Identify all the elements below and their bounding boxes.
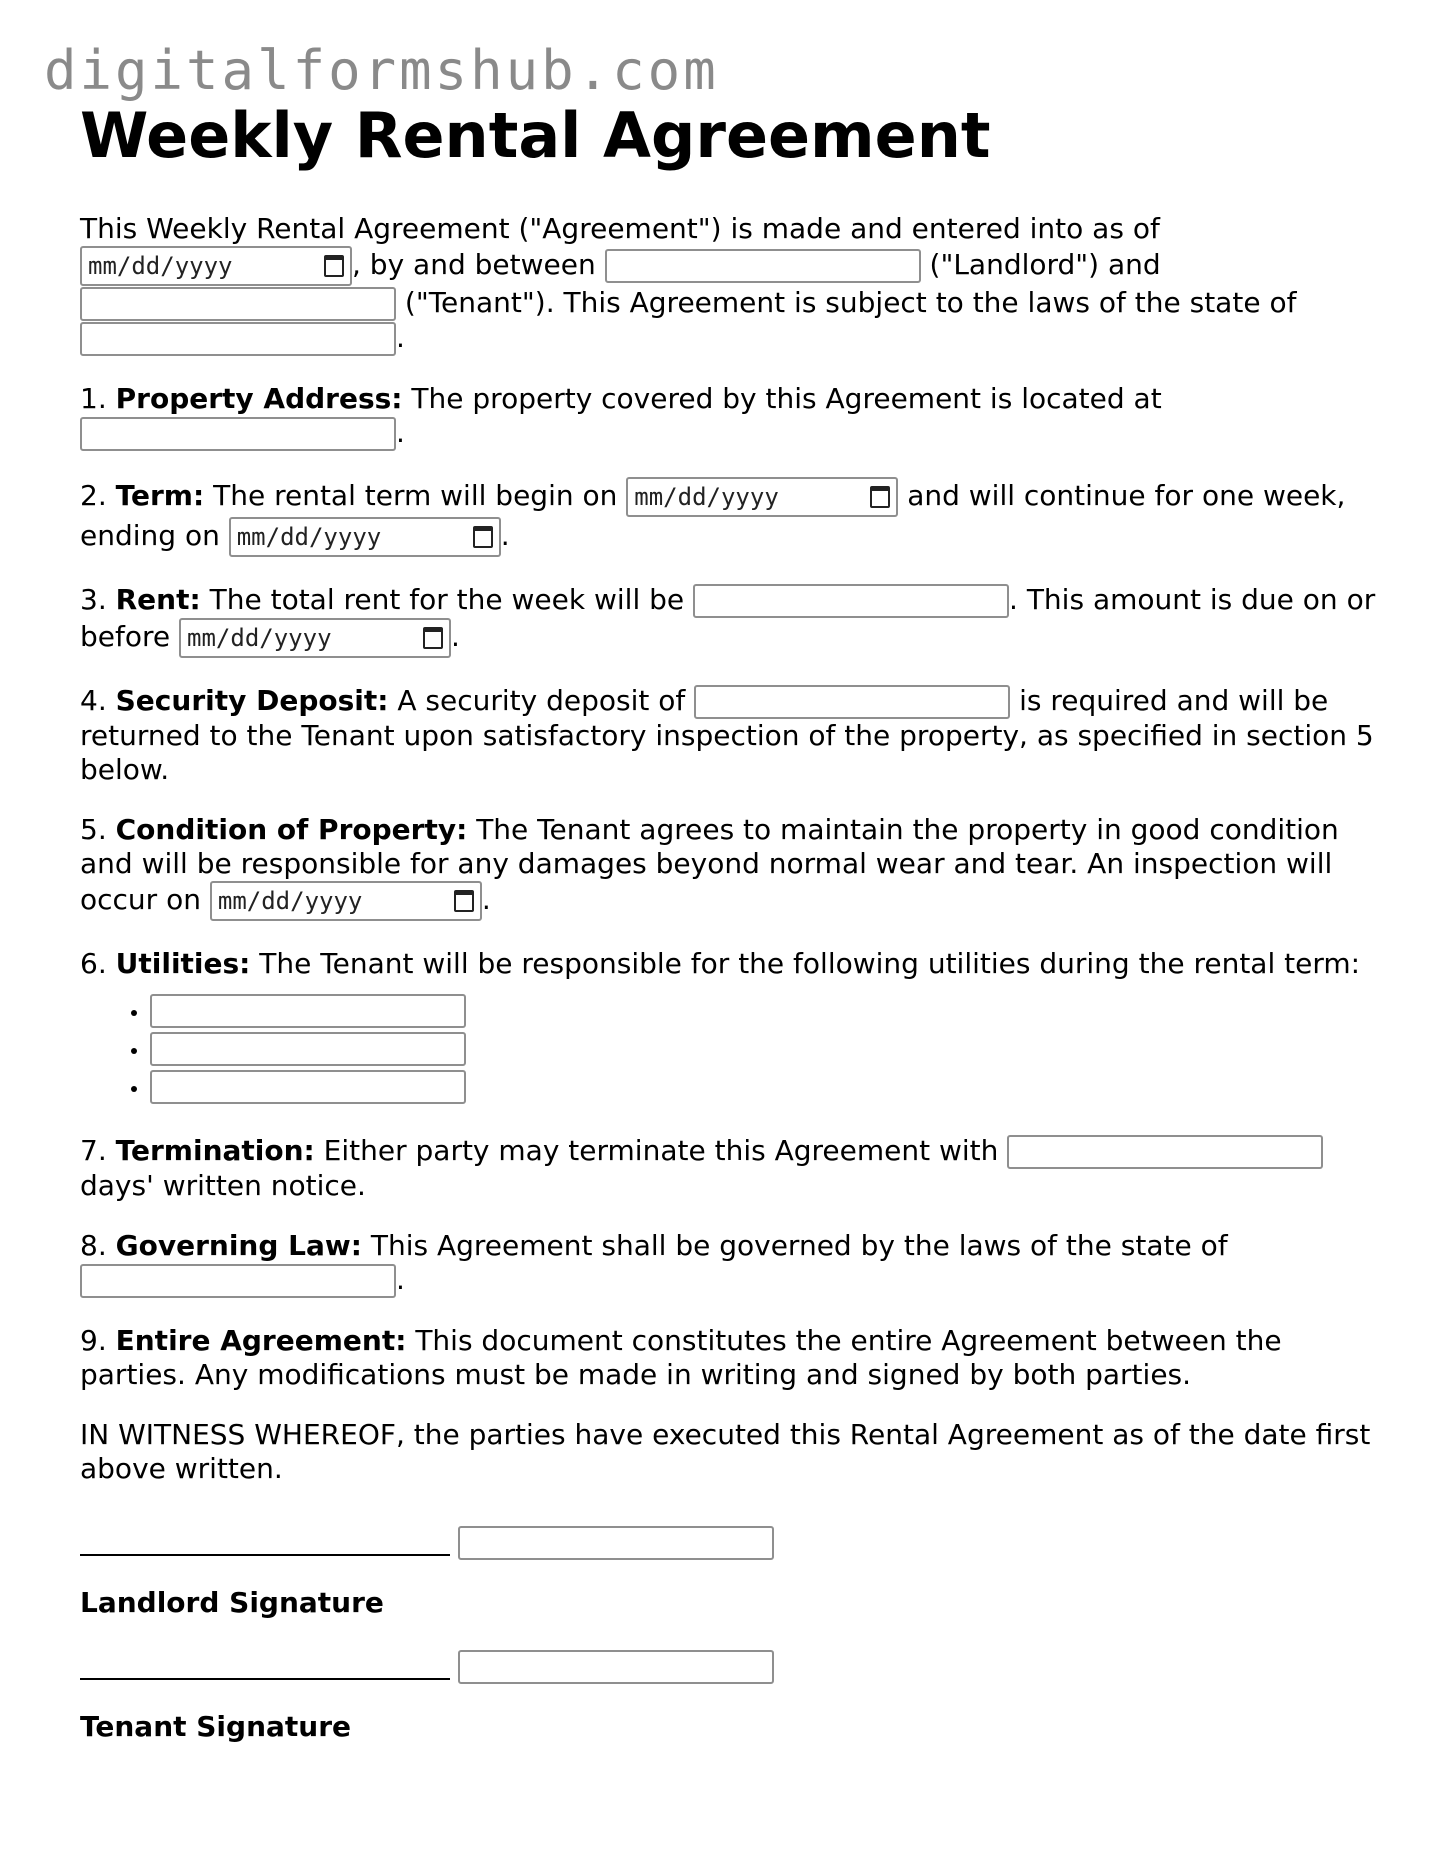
section-utilities — [80, 947, 1380, 981]
date-placeholder: mm/dd/yyyy — [634, 483, 779, 511]
landlord-signature-label: Landlord Signature — [80, 1586, 384, 1619]
section-text: and will continue for one week, ending on — [80, 479, 1346, 552]
section-text: The property covered by this Agreement is located at — [411, 382, 1162, 415]
intro-text: ("Landlord") and — [929, 248, 1161, 281]
intro-text: . — [396, 321, 405, 354]
list-item — [150, 993, 1380, 1028]
section-text: . — [500, 519, 510, 552]
section-heading: Termination: — [115, 1134, 315, 1167]
section-text: The Tenant will be responsible for the following utilities during the rental term: — [259, 947, 1361, 980]
tenant-signature-date-input[interactable] — [458, 1650, 774, 1684]
section-number: 6. — [80, 947, 107, 980]
section-security-deposit — [80, 684, 1380, 787]
intro-text: This Weekly Rental Agreement ("Agreement") is made and entered into as of — [80, 212, 1160, 245]
section-text: days' written notice. — [80, 1169, 366, 1202]
section-rent — [80, 583, 1380, 658]
section-heading: Property Address: — [115, 382, 403, 415]
governing-state-input[interactable] — [80, 1264, 396, 1298]
section-number: 9. — [80, 1324, 107, 1357]
witness-paragraph: IN WITNESS WHEREOF, the parties have executed this Rental Agreement as of the date first above written. — [80, 1418, 1371, 1485]
section-text: A security deposit of — [397, 684, 686, 717]
section-number: 5. — [80, 813, 107, 846]
section-termination — [80, 1134, 1380, 1203]
landlord-signature-line — [80, 1526, 1380, 1560]
section-number: 8. — [80, 1229, 107, 1262]
section-text: . — [451, 620, 460, 653]
section-heading: Entire Agreement: — [115, 1324, 407, 1357]
rent-due-date-input[interactable] — [179, 618, 451, 658]
term-start-date-input[interactable] — [626, 477, 898, 517]
section-heading: Rent: — [115, 583, 201, 616]
calendar-icon[interactable] — [870, 486, 890, 508]
section-text: The rental term will begin on — [213, 479, 618, 512]
tenant-signature-label: Tenant Signature — [80, 1710, 352, 1743]
landlord-signature-date-input[interactable] — [458, 1526, 774, 1560]
watermark: digitalformshub.com — [44, 39, 719, 102]
list-item — [150, 1069, 1380, 1104]
section-number: 7. — [80, 1134, 107, 1167]
tenant-signature-line — [80, 1650, 1380, 1684]
section-number: 3. — [80, 583, 107, 616]
section-heading: Utilities: — [115, 947, 251, 980]
section-text: This Agreement shall be governed by the laws of the state of — [370, 1229, 1228, 1262]
utility-input-1[interactable] — [150, 994, 466, 1028]
section-text: The total rent for the week will be — [209, 583, 685, 616]
section-text: . — [396, 416, 405, 449]
utility-input-3[interactable] — [150, 1070, 466, 1104]
section-text: Either party may terminate this Agreement with — [323, 1134, 999, 1167]
signature-underline — [80, 1678, 450, 1680]
section-heading: Governing Law: — [115, 1229, 362, 1262]
section-text: This document constitutes the entire Agreement between the parties. Any modifications must be made in writing and signed by both parties. — [80, 1324, 1282, 1391]
date-placeholder: mm/dd/yyyy — [236, 523, 382, 551]
utilities-list — [80, 993, 1380, 1104]
security-deposit-input[interactable] — [694, 685, 1010, 719]
date-placeholder: mm/dd/yyyy — [88, 252, 233, 280]
section-term — [80, 477, 1380, 557]
section-number: 1. — [80, 382, 107, 415]
section-text: . — [396, 1263, 405, 1296]
section-property-address — [80, 382, 1380, 451]
property-address-input[interactable] — [80, 417, 396, 451]
section-governing-law — [80, 1229, 1380, 1298]
calendar-icon[interactable] — [473, 526, 493, 548]
section-heading: Term: — [115, 479, 205, 512]
section-number: 4. — [80, 684, 107, 717]
document — [80, 100, 1380, 1774]
page-title: Weekly Rental Agreement — [80, 99, 991, 172]
calendar-icon[interactable] — [423, 627, 443, 649]
section-entire-agreement — [80, 1324, 1380, 1392]
utility-input-2[interactable] — [150, 1032, 466, 1066]
agreement-date-input[interactable] — [80, 246, 352, 286]
date-placeholder: mm/dd/yyyy — [187, 624, 332, 652]
calendar-icon[interactable] — [324, 255, 344, 277]
signature-underline — [80, 1554, 450, 1556]
date-placeholder: mm/dd/yyyy — [217, 887, 363, 915]
rent-amount-input[interactable] — [693, 584, 1009, 618]
landlord-name-input[interactable] — [605, 249, 921, 283]
intro-paragraph — [80, 212, 1380, 356]
section-heading: Condition of Property: — [115, 813, 468, 846]
section-text: . This amount is due on or before — [80, 583, 1376, 653]
notice-days-input[interactable] — [1007, 1135, 1323, 1169]
intro-state-input[interactable] — [80, 322, 396, 356]
section-condition — [80, 813, 1380, 921]
section-text: . — [481, 883, 491, 916]
section-text: The Tenant agrees to maintain the property in good condition and will be responsible for any damages beyond normal wear and tear. An inspection will occur on — [80, 813, 1339, 916]
intro-text: ("Tenant"). This Agreement is subject to the laws of the state of — [404, 286, 1297, 319]
section-heading: Security Deposit: — [115, 684, 389, 717]
section-number: 2. — [80, 479, 107, 512]
calendar-icon[interactable] — [454, 890, 474, 912]
signature-block — [80, 1526, 1380, 1744]
section-text: is required and will be returned to the Tenant upon satisfactory inspection of the property, as specified in section 5 below. — [80, 684, 1374, 786]
tenant-name-input[interactable] — [80, 287, 396, 321]
inspection-date-input[interactable] — [210, 881, 482, 921]
term-end-date-input[interactable] — [229, 517, 501, 557]
intro-text: , by and between — [352, 248, 596, 281]
list-item — [150, 1031, 1380, 1066]
